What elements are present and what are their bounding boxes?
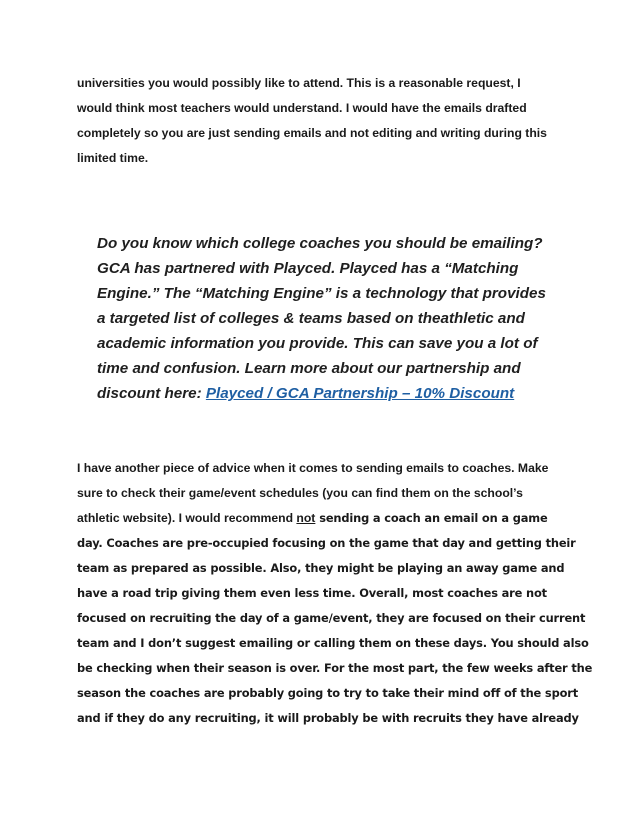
text-line-heavy: be checking when their season is over. For the most part, the few weeks after the — [77, 661, 593, 675]
text-segment-heavy: sending a coach an email on a game — [315, 511, 548, 525]
callout-line: GCA has partnered with Playced. Playced has a “Matching — [97, 260, 519, 277]
callout-line: Engine.” The “Matching Engine” is a technology that provides — [97, 285, 546, 302]
callout-line: academic information you provide. This can save you a lot of — [97, 335, 538, 352]
text-line-heavy: focused on recruiting the day of a game/event, they are focused on their current — [77, 611, 586, 625]
callout-line: a targeted list of colleges & teams based on theathletic and — [97, 310, 525, 327]
callout-line: time and confusion. Learn more about our partnership and — [97, 360, 521, 377]
text-line: would think most teachers would understand. I would have the emails drafted — [77, 101, 527, 115]
emphasis-not: not — [296, 511, 316, 525]
text-line-heavy: have a road trip giving them even less time. Overall, most coaches are not — [77, 586, 547, 600]
callout-line: Do you know which college coaches you should be emailing? — [97, 235, 543, 252]
text-line-heavy: and if they do any recruiting, it will probably be with recruits they have already — [77, 711, 579, 725]
text-line: limited time. — [77, 151, 149, 165]
callout-prefix: discount here: — [97, 385, 206, 402]
text-line-heavy: day. Coaches are pre-occupied focusing on the game that day and getting their — [77, 536, 576, 550]
text-line-mixed — [77, 510, 548, 526]
text-line: I have another piece of advice when it comes to sending emails to coaches. Make — [77, 461, 549, 475]
text-segment: athletic website). I would recommend — [77, 511, 297, 525]
callout-line-last — [97, 384, 514, 404]
text-line-heavy: season the coaches are probably going to try to take their mind off of the sport — [77, 686, 579, 700]
text-line: sure to check their game/event schedules (you can find them on the school’s — [77, 486, 523, 500]
text-line: completely so you are just sending emails and not editing and writing during this — [77, 126, 547, 140]
text-line-heavy: team and I don’t suggest emailing or calling them on these days. You should also — [77, 636, 589, 650]
text-line: universities you would possibly like to attend. This is a reasonable request, I — [77, 76, 521, 90]
text-line-heavy: team as prepared as possible. Also, they might be playing an away game and — [77, 561, 565, 575]
partnership-discount-link[interactable]: Playced / GCA Partnership – 10% Discount — [205, 385, 515, 402]
